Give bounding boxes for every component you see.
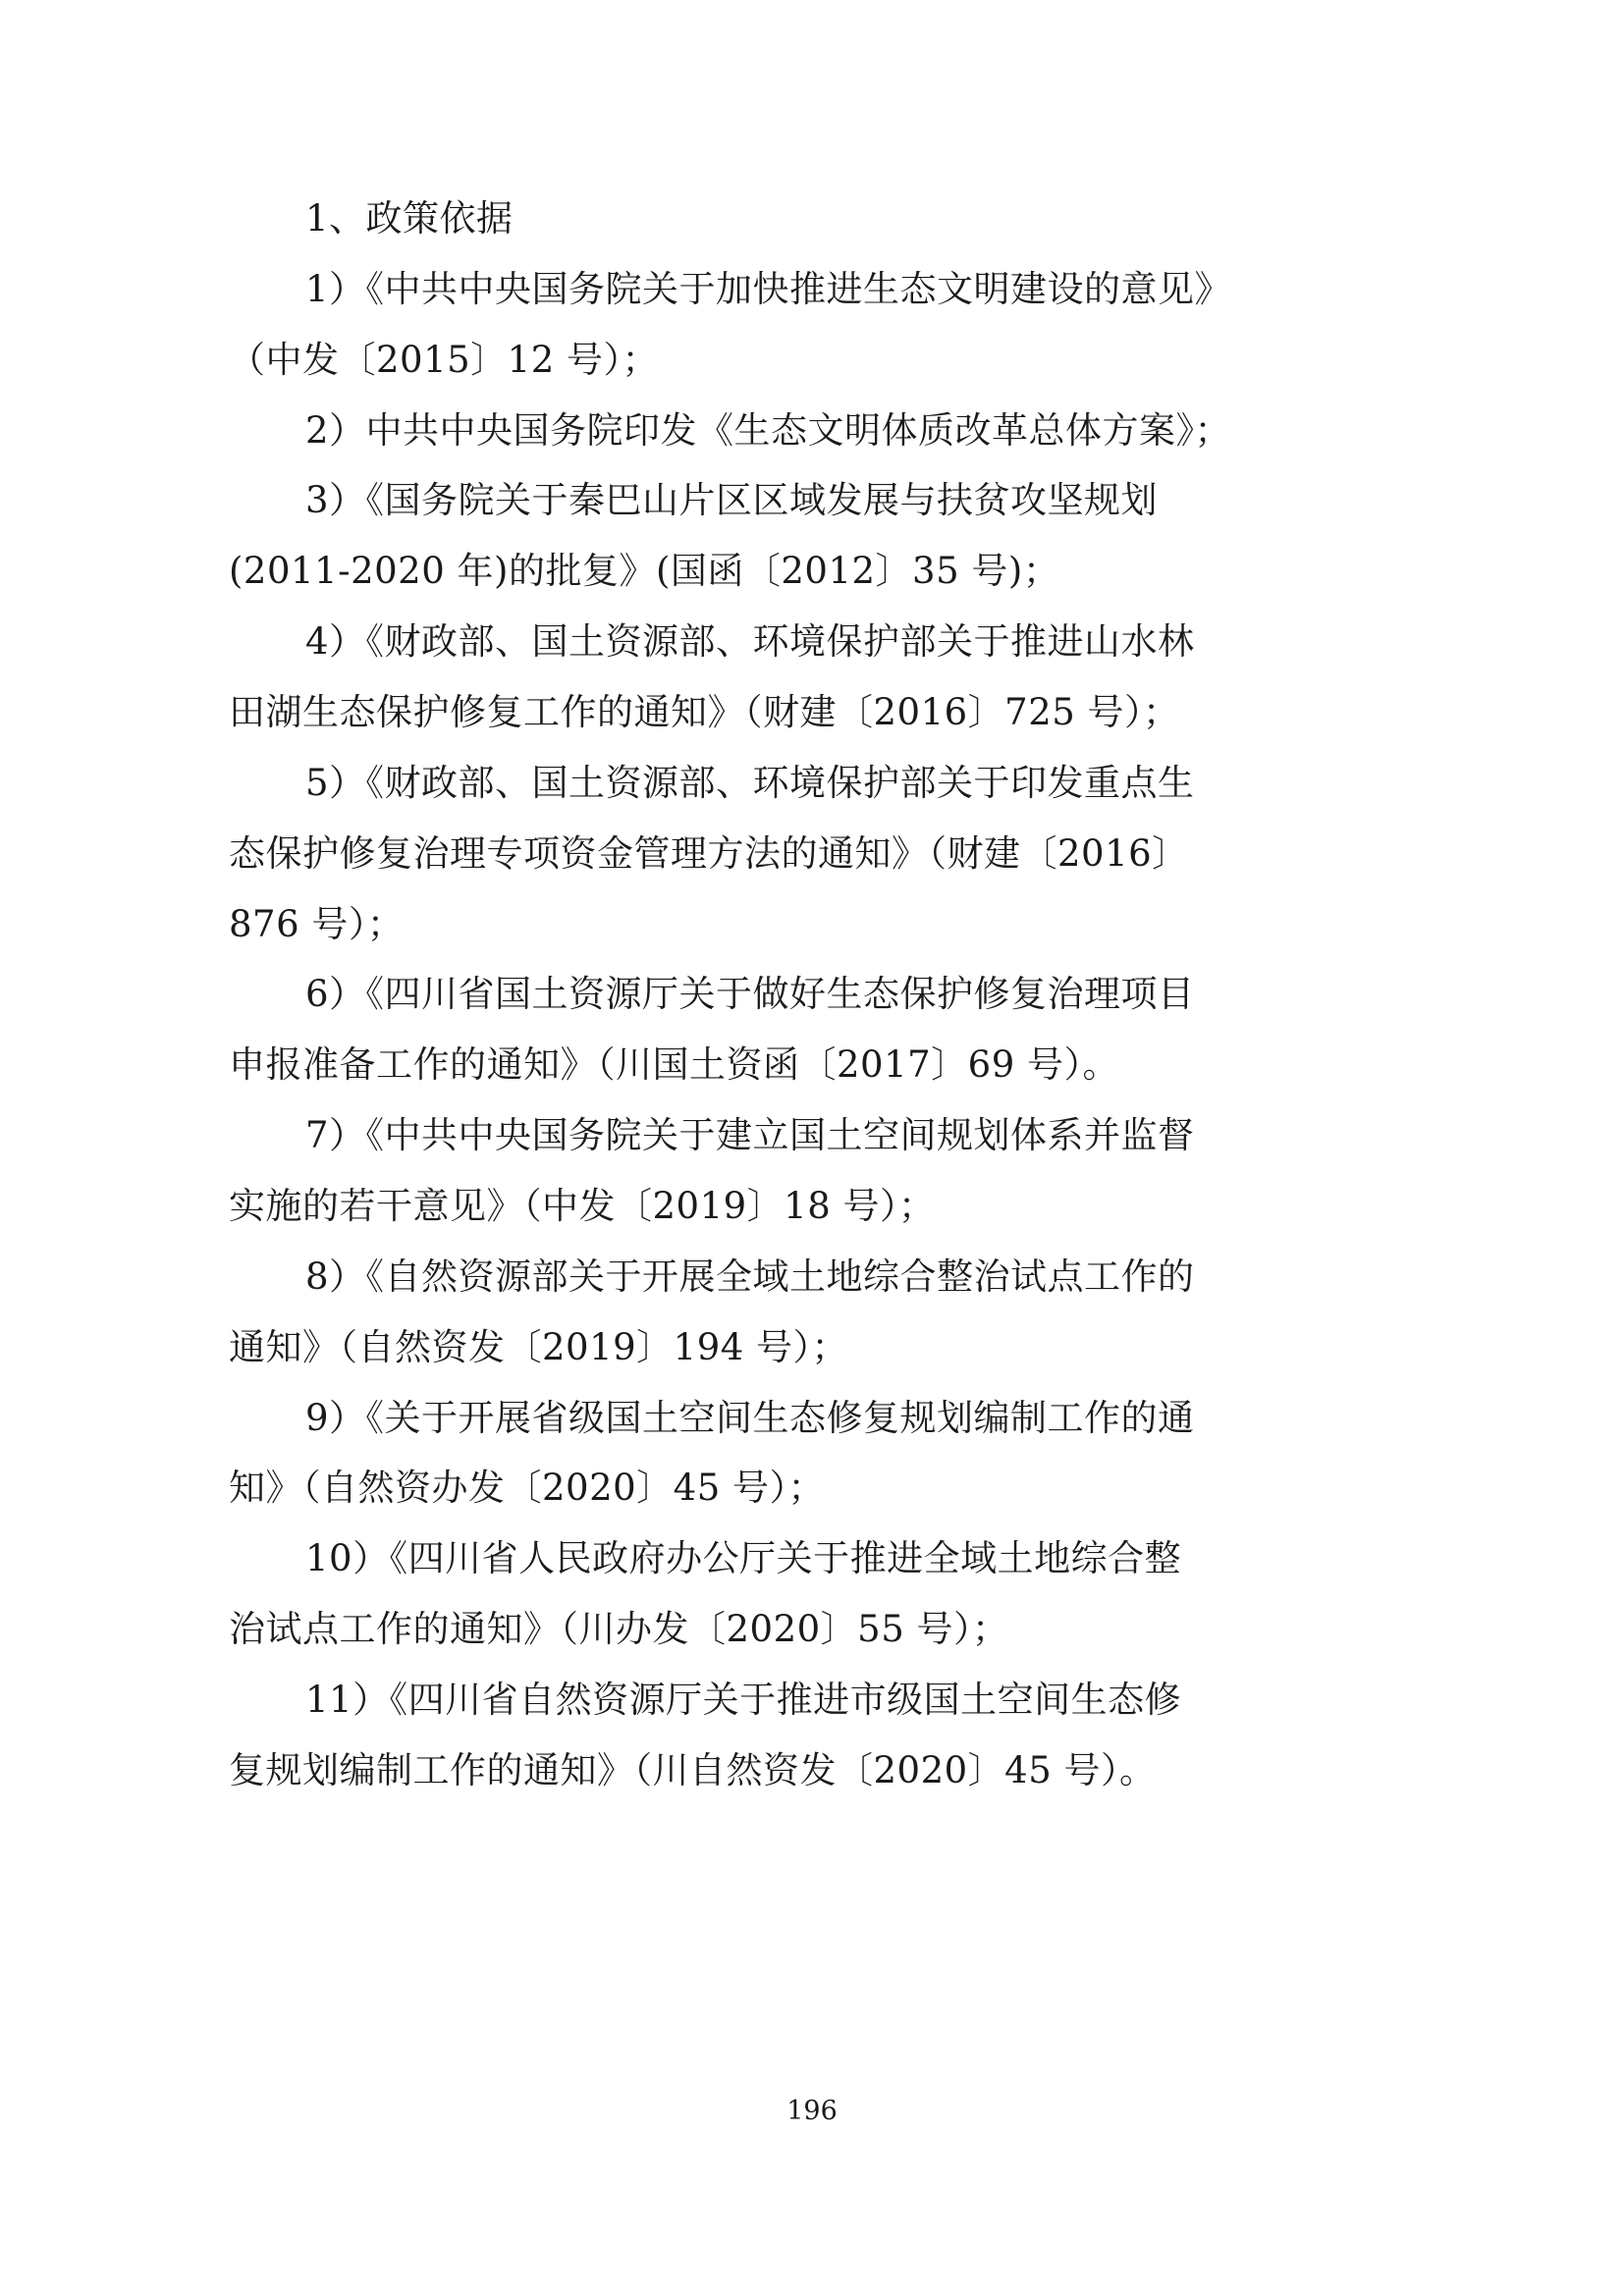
policy-item-3: 3）《国务院关于秦巴山片区区域发展与扶贫攻坚规划 [305, 479, 1159, 522]
policy-item-5-continued-1: 态保护修复治理专项资金管理方法的通知》（财建〔2016〕 [229, 831, 1189, 875]
policy-item-1-continued: （中发〔2015〕12 号）； [229, 338, 660, 381]
policy-item-8-continued: 通知》（自然资发〔2019〕194 号）； [229, 1325, 849, 1368]
policy-item-8: 8）《自然资源部关于开展全域土地综合整治试点工作的 [305, 1255, 1195, 1298]
policy-item-6: 6）《四川省国土资源厅关于做好生态保护修复治理项目 [305, 973, 1195, 1016]
policy-item-2: 2）中共中央国务院印发《生态文明体质改革总体方案》； [305, 408, 1232, 452]
policy-item-10-continued: 治试点工作的通知》（川办发〔2020〕55 号）； [229, 1608, 1009, 1651]
policy-item-10: 10）《四川省人民政府办公厅关于推进全域土地综合整 [305, 1537, 1182, 1580]
policy-item-4: 4）《财政部、国土资源部、环境保护部关于推进山水林 [305, 620, 1195, 664]
policy-item-9: 9）《关于开展省级国土空间生态修复规划编制工作的通 [305, 1396, 1195, 1439]
policy-item-11-continued: 复规划编制工作的通知》（川自然资发〔2020〕45 号）。 [229, 1748, 1157, 1791]
policy-item-9-continued: 知》（自然资办发〔2020〕45 号）； [229, 1467, 826, 1510]
policy-item-6-continued: 申报准备工作的通知》（川国土资函〔2017〕69 号）。 [229, 1043, 1120, 1087]
page-number: 196 [786, 2096, 838, 2126]
document-body [229, 187, 1407, 1809]
policy-item-3-continued: (2011-2020 年)的批复》(国函〔2012〕35 号)； [229, 550, 1060, 593]
policy-item-4-continued: 田湖生态保护修复工作的通知》（财建〔2016〕725 号）； [229, 691, 1180, 734]
policy-item-7: 7）《中共中央国务院关于建立国土空间规划体系并监督 [305, 1114, 1195, 1157]
policy-item-5-continued-2: 876 号）； [229, 902, 405, 945]
heading-policy-basis: 1、政策依据 [305, 197, 514, 240]
policy-item-11: 11）《四川省自然资源厅关于推进市级国土空间生态修 [305, 1679, 1182, 1722]
policy-item-1: 1）《中共中央国务院关于加快推进生态文明建设的意见》 [305, 267, 1232, 310]
policy-item-5: 5）《财政部、国土资源部、环境保护部关于印发重点生 [305, 761, 1195, 804]
policy-item-7-continued: 实施的若干意见》（中发〔2019〕18 号）； [229, 1185, 936, 1228]
